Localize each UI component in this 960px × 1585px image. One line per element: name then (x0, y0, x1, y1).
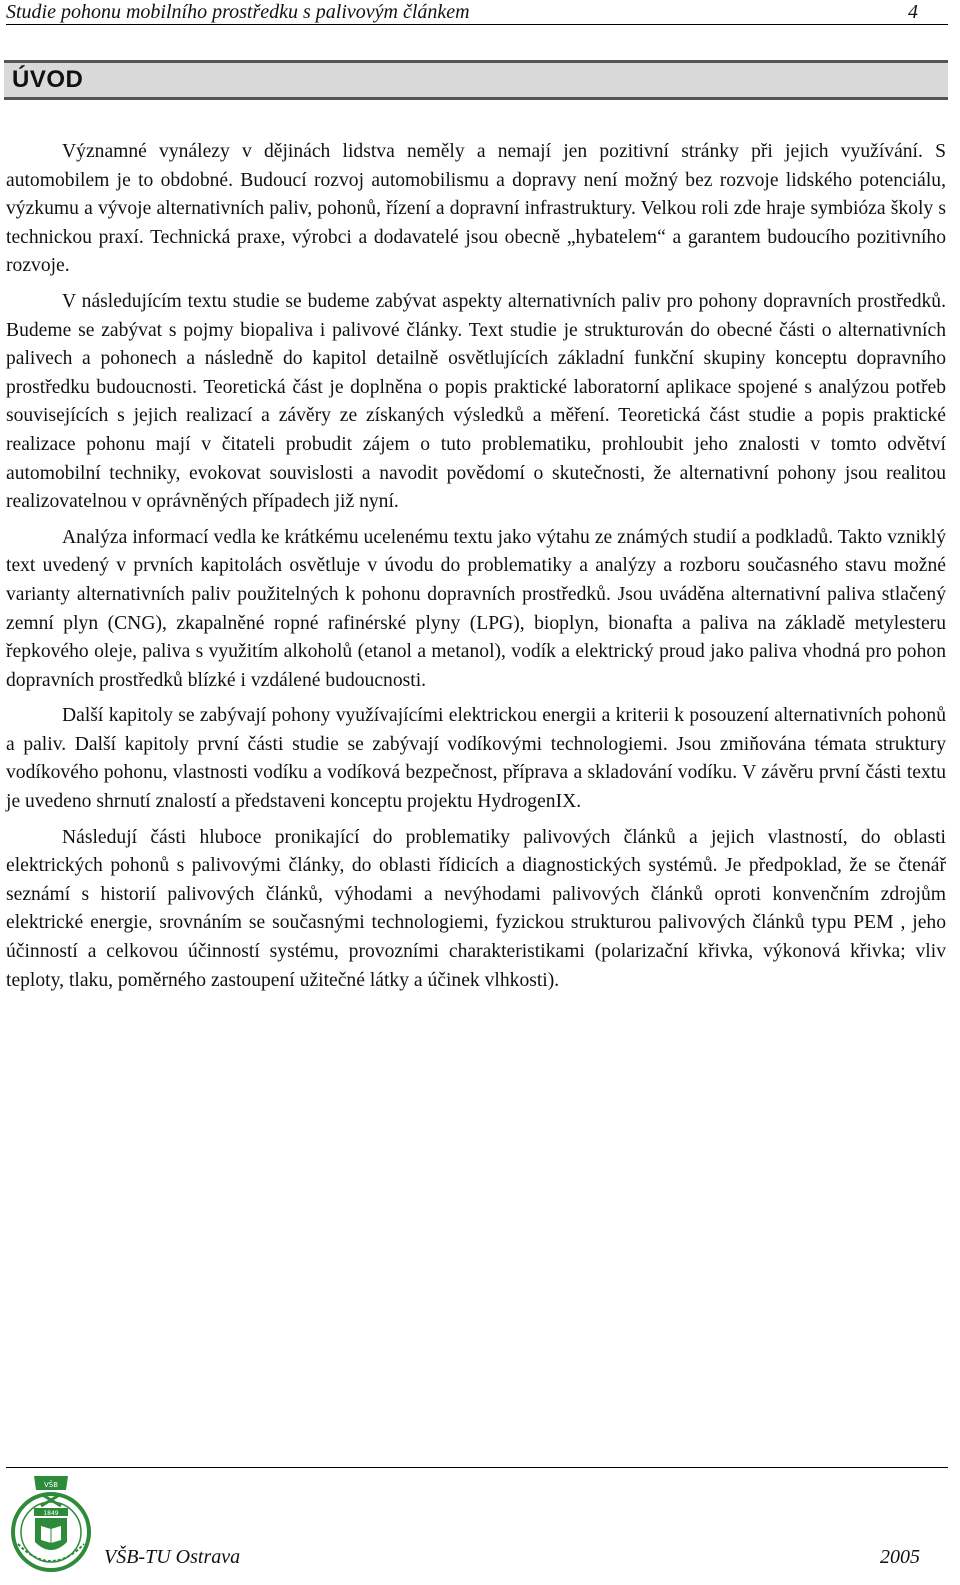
footer-divider (6, 1467, 948, 1468)
paragraph: Významné vynálezy v dějinách lidstva neměly a nemají jen pozitivní stránky při jejich využívání. S automobilem je to obdobné. Budoucí rozvoj automobilismu a dopravy není možný bez rozvoje lidského potenciálu, výzkumu a vývoje alternativních paliv, pohonů, řízení a dopravní infrastruktury. Velkou roli zde hraje symbióza školy s technickou praxí. Technická praxe, výrobci a dodavatelé jsou obecně „hybatelem“ a garantem budoucího pozitivního rozvoje. (6, 141, 946, 277)
paragraph: V následujícím textu studie se budeme zabývat aspekty alternativních paliv pro pohony dopravních prostředků. Budeme se zabývat s pojmy biopaliva i palivové články. Text studie je strukturován do obecné části o alternativních palivech a pohonech a následně do kapitol detailně osvětlujících základní funkční skupiny konceptu dopravního prostředku budoucnosti. Teoretická část je doplněna o popis praktické laboratorní aplikace spojené s analýzou potřeb souvisejících s jejich realizací a závěry ze získaných výsledků a měření. Teoretická část studie a popis praktické realizace pohonu mají v čitateli probudit zájem o tuto problematiku, prohloubit jeho znalosti v tomto odvětví automobilní techniky, evokovat souvislosti a navodit povědomí o skutečnosti, že alternativní pohony jsou realitou realizovatelnou v oprávněných případech již nyní. (6, 290, 946, 513)
footer-year: 2005 (880, 1546, 920, 1568)
paragraph: Následují části hluboce pronikající do problematiky palivových článků a jejich vlastností, do oblasti elektrických pohonů s palivovými články, do oblasti řídicích a diagnostických systémů. Je předpoklad, že se čtenář seznámí s historií palivových článků, výhodami a nevýhodami palivových článků oproti konvenčním zdrojům elektrické energie, srovnáním se současnými technologiemi, fyzickou strukturou palivových článků typu PEM , jeho účinností a celkovou účinností systému, provozními charakteristikami (polarizační křivka, výkonová křivka; vliv teploty, tlaku, poměrného zastoupení užitečné látky a účinek vlhkosti). (6, 826, 946, 991)
page-number: 4 (908, 1, 918, 23)
svg-text:VŠB: VŠB (43, 1481, 59, 1489)
body-text (6, 138, 946, 1002)
header-title: Studie pohonu mobilního prostředku s palivovým článkem (6, 1, 470, 23)
footer-institution: VŠB-TU Ostrava (104, 1546, 241, 1568)
section-heading-bar (4, 60, 948, 100)
paragraph: Analýza informací vedla ke krátkému ucelenému textu jako výtahu ze známých studií a podkladů. Takto vzniklý text uvedený v prvních kapitolách osvětluje v úvodu do problematiky a analýzy a rozboru současného stavu možné varianty alternativních paliv použitelných k pohonu dopravních prostředků. Jsou uváděna alternativní paliva stlačený zemní plyn (CNG), zkapalněné ropné rafinérské plyny (LPG), bioplyn, bionafta a paliva na základě metylesteru řepkového oleje, paliva s využitím alkoholů (etanol a metanol), vodík a elektrický proud jako paliva vhodná pro pohon dopravních prostředků blízké i vzdálené budoucnosti. (6, 526, 946, 691)
page-header (6, 0, 948, 25)
university-seal-icon (8, 1470, 94, 1580)
svg-text:1849: 1849 (43, 1510, 59, 1517)
paragraph: Další kapitoly se zabývají pohony využívajícími elektrickou energii a kriterii k posouzení alternativních pohonů a paliv. Další kapitoly první části studie se zabývají vodíkovými technologiemi. Jsou zmiňována témata struktury vodíkového pohonu, vlastnosti vodíku a vodíková bezpečnost, příprava a skladování vodíku. V závěru první části textu je uvedeno shrnutí znalostí a představeni konceptu projektu HydrogenIX. (6, 705, 946, 813)
section-title: ÚVOD (12, 66, 84, 93)
